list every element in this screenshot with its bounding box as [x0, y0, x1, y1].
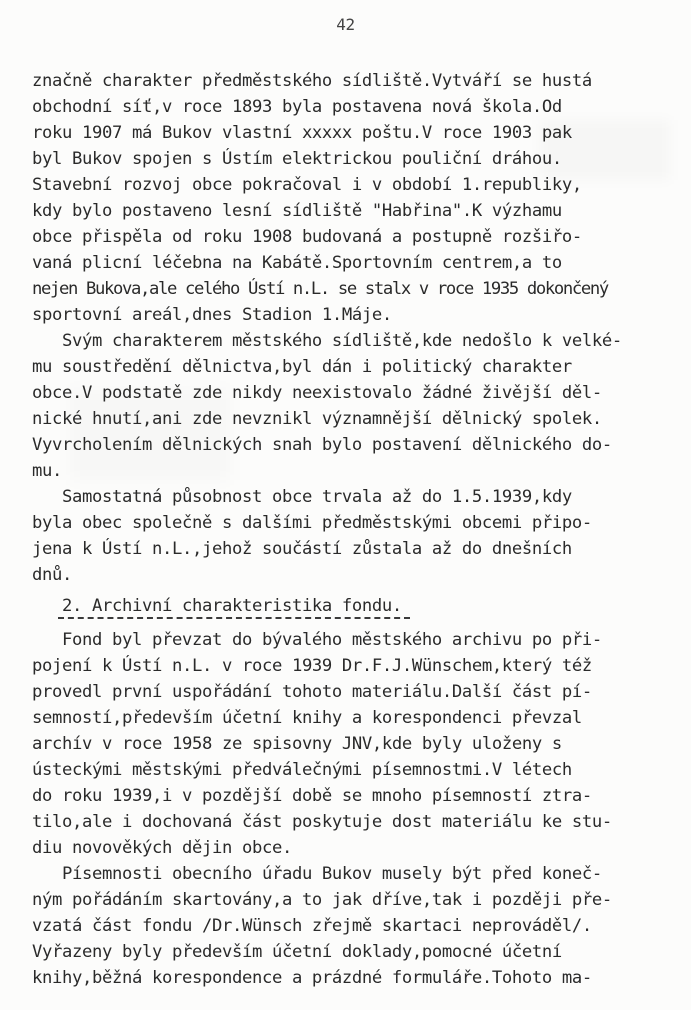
text-line: provedl první uspořádání tohoto materiálu.Další část pí- [32, 682, 592, 702]
text-line: Písemnosti obecního úřadu Bukov musely být před koneč- [32, 864, 602, 884]
text-line: byla obec společně s dalšími předměstskými obcemi připo- [32, 513, 592, 533]
text-line: archív v roce 1958 ze spisovny JNV,kde byly uloženy s [32, 734, 562, 754]
text-line: vzatá část fondu /Dr.Wünsch zřejmě skartaci neprováděl/. [32, 916, 592, 936]
text-line: byl Bukov spojen s Ústím elektrickou pouliční dráhou. [32, 149, 562, 169]
text-line: Samostatná působnost obce trvala až do 1.5.1939,kdy [32, 487, 572, 507]
text-line: obce.V podstatě zde nikdy neexistovalo žádné živější děl- [32, 383, 602, 403]
text-line: značně charakter předměstského sídliště.Vytváří se hustá [32, 71, 592, 91]
text-line: diu novověkých dějin obce. [32, 838, 292, 858]
text-line: tilo,ale i dochovaná část poskytuje dost materiálu ke stu- [32, 812, 612, 832]
text-line: mu soustředění dělnictva,byl dán i politický charakter [32, 357, 572, 377]
text-line: ústeckými městskými předválečnými písemnostmi.V létech [32, 760, 572, 780]
text-line: Stavební rozvoj obce pokračoval i v období 1.republiky, [32, 175, 582, 195]
text-line: vaná plicní léčebna na Kabátě.Sportovním centrem,a to [32, 253, 562, 273]
text-line: dnů. [32, 565, 72, 585]
text-line: Vyřazeny byly především účetní doklady,pomocné účetní [32, 942, 562, 962]
text-line: obce přispěla od roku 1908 budovaná a postupně rozšiřo- [32, 227, 582, 247]
text-line: Svým charakterem městského sídliště,kde nedošlo k velké- [32, 331, 622, 351]
text-line: mu. [32, 461, 62, 481]
text-line: jena k Ústí n.L.,jehož součástí zůstala až do dnešních [32, 539, 572, 559]
text-line: semností,především účetní knihy a korespondenci převzal [32, 708, 582, 728]
text-line: Vyvrcholením dělnických snah bylo postavení dělnického do- [32, 435, 612, 455]
section-heading: 2. Archivní charakteristika fondu. [32, 596, 402, 616]
text-line: sportovní areál,dnes Stadion 1.Máje. [32, 305, 392, 325]
text-line: obchodní síť,v roce 1893 byla postavena nová škola.Od [32, 97, 562, 117]
text-line: Fond byl převzat do bývalého městského archivu po při- [32, 630, 602, 650]
text-line: pojení k Ústí n.L. v roce 1939 Dr.F.J.Wünschem,který též [32, 656, 592, 676]
text-line: knihy,běžná korespondence a prázdné formuláře.Tohoto ma- [32, 968, 592, 988]
text-line: nejen Bukova,ale celého Ústí n.L. se stalx v roce 1935 dokončený [32, 279, 608, 299]
heading-underline [58, 617, 410, 619]
text-line: do roku 1939,i v pozdější době se mnoho písemností ztra- [32, 786, 592, 806]
text-line: ným pořádáním skartovány,a to jak dříve,tak i později pře- [32, 890, 612, 910]
text-line: kdy bylo postaveno lesní sídliště "Habřina".K výzhamu [32, 201, 562, 221]
page-number: 42 [336, 15, 355, 34]
text-line: nické hnutí,ani zde nevznikl významnější dělnický spolek. [32, 409, 602, 429]
text-line: roku 1907 má Bukov vlastní xxxxx poštu.V roce 1903 pak [32, 123, 572, 143]
